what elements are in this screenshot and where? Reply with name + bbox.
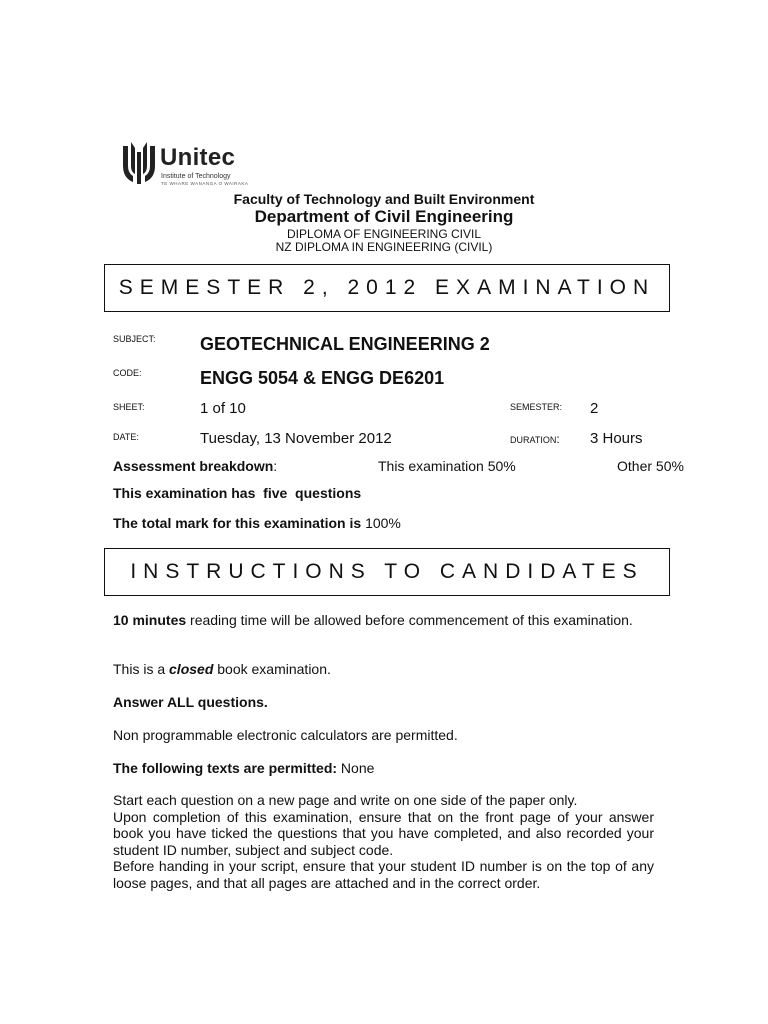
logo-wordmark: Unitec [160, 144, 236, 171]
duration-value: 3 Hours [590, 430, 643, 447]
diploma-line-2: NZ DIPLOMA IN ENGINEERING (CIVIL) [275, 240, 493, 254]
subject-label: SUBJECT: [113, 334, 156, 344]
sheet-label: SHEET: [113, 402, 145, 412]
answer-all-instruction: Answer ALL questions. [113, 694, 268, 710]
closed-book-instruction: This is a closed book examination. [113, 661, 331, 677]
logo-maori-subtitle: TE WHARE WANANGA O WAIRAKA [161, 181, 249, 186]
upon-completion-instruction: Upon completion of this examination, ensure that on the front page of your answer book you have ticked the questions that you have completed, and also recorded your student ID number, subject and subject code. [113, 808, 654, 858]
instructions-title: INSTRUCTIONS TO CANDIDATES [130, 560, 644, 583]
question-count-line: This examination has five questions [113, 485, 362, 501]
calculators-instruction: Non programmable electronic calculators are permitted. [113, 727, 458, 743]
subject-value: GEOTECHNICAL ENGINEERING 2 [200, 334, 490, 354]
unitec-logo [120, 140, 250, 188]
assessment-other-weight: Other 50% [617, 458, 684, 474]
total-mark-line: The total mark for this examination is 100% [113, 515, 401, 531]
date-label: DATE: [113, 432, 139, 442]
faculty-name: Faculty of Technology and Built Environment [233, 191, 535, 207]
code-label: CODE: [113, 368, 142, 378]
department-name: Department of Civil Engineering [254, 207, 514, 226]
reading-time-instruction: 10 minutes reading time will be allowed before commencement of this examination. [113, 612, 633, 628]
duration-label: DURATION: [510, 432, 560, 446]
semester-label: SEMESTER: [510, 402, 563, 412]
sheet-value: 1 of 10 [200, 400, 246, 417]
code-value: ENGG 5054 & ENGG DE6201 [200, 368, 445, 388]
exam-title: SEMESTER 2, 2012 EXAMINATION [118, 276, 656, 299]
assessment-exam-weight: This examination 50% [378, 458, 516, 474]
before-handing-instruction: Before handing in your script, ensure that your student ID number is on the top of any loose pages, and that all pages are attached and in the correct order. [113, 858, 654, 891]
date-value: Tuesday, 13 November 2012 [200, 430, 392, 447]
logo-subtitle: Institute of Technology [161, 173, 231, 180]
diploma-line-1: DIPLOMA OF ENGINEERING CIVIL [286, 227, 482, 241]
final-instructions-block [113, 792, 654, 891]
permitted-texts-instruction: The following texts are permitted: None [113, 760, 375, 776]
instructions-title-box [104, 548, 670, 596]
assessment-breakdown-label: Assessment breakdown: [113, 458, 278, 474]
unitec-emblem-icon [120, 140, 158, 186]
exam-title-box [104, 264, 670, 312]
start-each-question-instruction: Start each question on a new page and write on one side of the paper only. [113, 792, 578, 808]
semester-value: 2 [590, 400, 599, 417]
